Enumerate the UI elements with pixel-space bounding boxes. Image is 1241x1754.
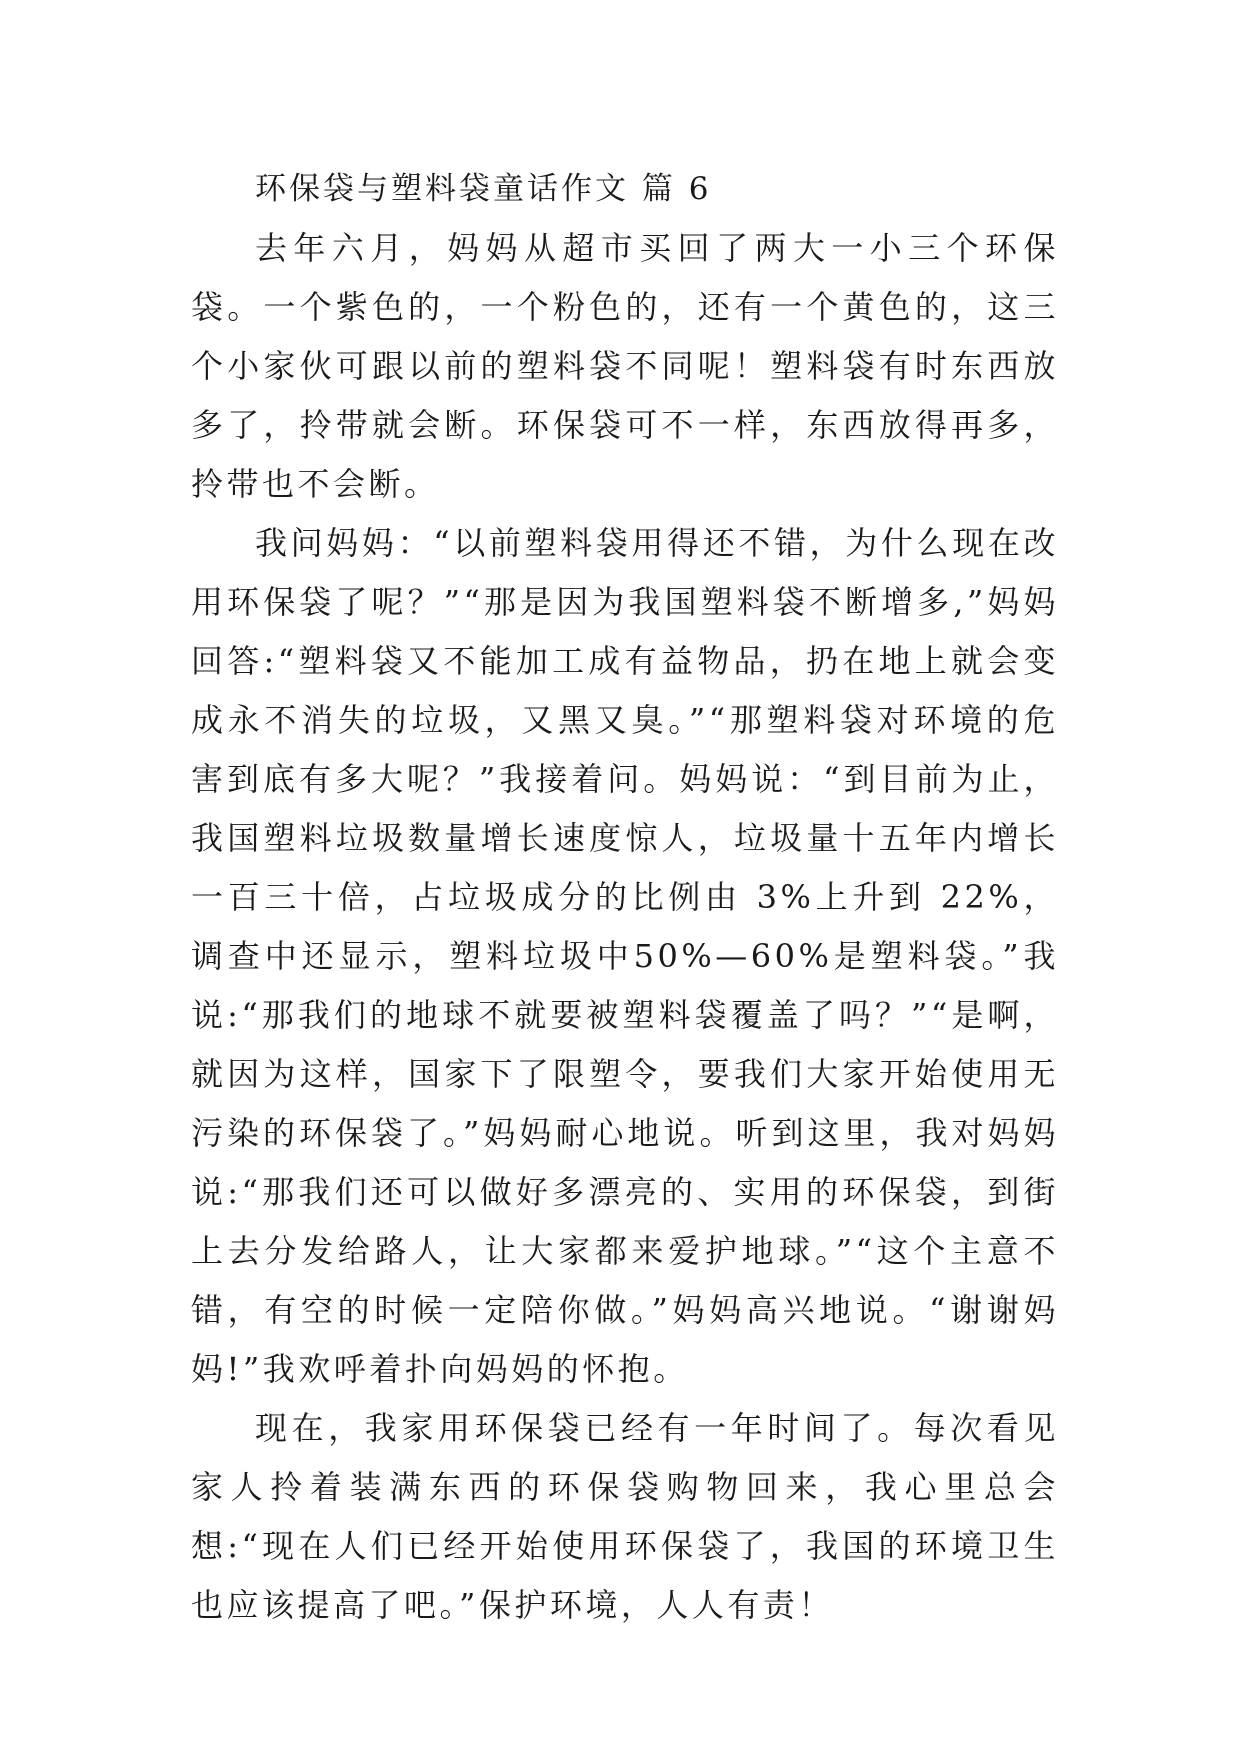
paragraph-2: 我问妈妈：“以前塑料袋用得还不错，为什么现在改用环保袋了呢？”“那是因为我国塑料袋不断增多,”妈妈回答:“塑料袋又不能加工成有益物品，扔在地上就会变成永不消失的垃圾，又黑又臭。”“那塑料袋对环境的危害到底有多大呢？”我接着问。妈妈说：“到目前为止，我国塑料垃圾数量增长速度惊人，垃圾量十五年内增长一百三十倍，占垃圾成分的比例由 3%上升到 22%，调查中还显示，塑料垃圾中50%—60%是塑料袋。”我说:“那我们的地球不就要被塑料袋覆盖了吗？”“是啊，就因为这样，国家下了限塑令，要我们大家开始使用无污染的环保袋了。”妈妈耐心地说。听到这里，我对妈妈说:“那我们还可以做好多漂亮的、实用的环保袋，到街上去分发给路人，让大家都来爱护地球。”“这个主意不错，有空的时候一定陪你做。”妈妈高兴地说。“谢谢妈妈!”我欢呼着扑向妈妈的怀抱。	[191, 524, 1059, 1388]
document-title: 环保袋与塑料袋童话作文 篇 6	[255, 171, 712, 207]
document-body	[191, 160, 1059, 1635]
paragraph-3: 现在，我家用环保袋已经有一年时间了。每次看见家人拎着装满东西的环保袋购物回来，我心里总会想:“现在人们已经开始使用环保袋了，我国的环境卫生也应该提高了吧。”保护环境，人人有责！	[191, 1409, 1059, 1624]
paragraph-1: 去年六月，妈妈从超市买回了两大一小三个环保袋。一个紫色的，一个粉色的，还有一个黄色的，这三个小家伙可跟以前的塑料袋不同呢！塑料袋有时东西放多了，拎带就会断。环保袋可不一样，东西放得再多，拎带也不会断。	[191, 229, 1059, 503]
